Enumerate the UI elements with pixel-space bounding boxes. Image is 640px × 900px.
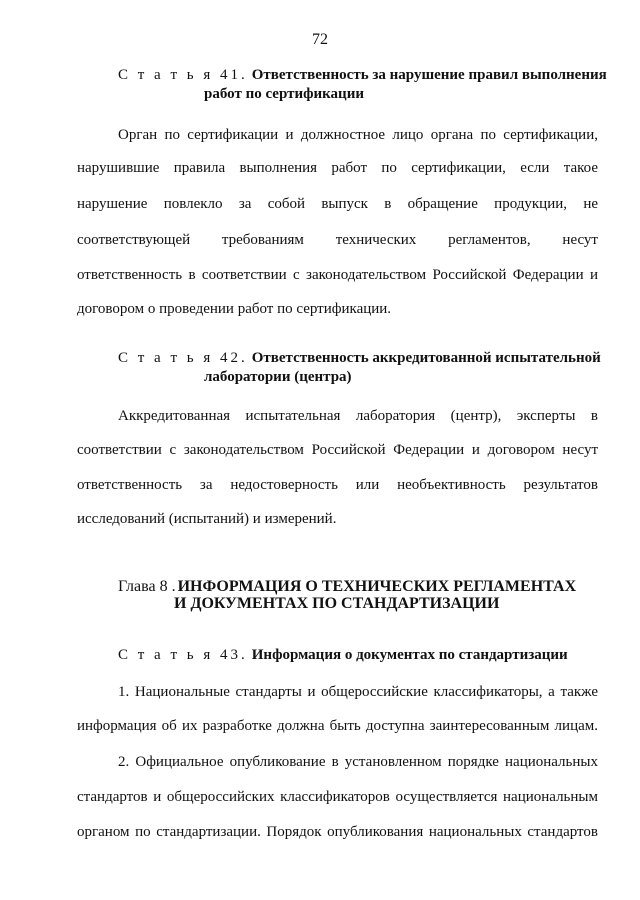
chapter-8-title-line2: И ДОКУМЕНТАХ ПО СТАНДАРТИЗАЦИИ	[174, 595, 500, 612]
article-41-line-1: Орган по сертификации и должностное лицо органа по сертификации,	[118, 127, 598, 143]
article-42-line-4: исследований (испытаний) и измерений.	[77, 511, 337, 527]
article-43-line-1: 1. Национальные стандарты и общероссийские классификаторы, а также	[118, 684, 598, 700]
article-42-title-line1: Ответственность аккредитованной испытательной	[251, 350, 601, 366]
article-41-line-6: договором о проведении работ по сертификации.	[77, 301, 392, 317]
article-43-line-2: информация об их разработке должна быть доступна заинтересованным лицам.	[77, 718, 598, 734]
article-41-line-5: ответственность в соответствии с законодательством Российской Федерации и	[77, 267, 598, 283]
page-number: 72	[312, 31, 328, 48]
article-41-title-line2: работ по сертификации	[204, 86, 364, 102]
article-42-line-1: Аккредитованная испытательная лаборатория (центр), эксперты в	[118, 408, 598, 424]
article-42-label: С т а т ь я 42.	[118, 350, 248, 366]
article-41-line-2: нарушившие правила выполнения работ по сертификации, если такое	[77, 160, 598, 176]
article-41-label: С т а т ь я 41.	[118, 67, 248, 83]
chapter-8-title-line1: ИНФОРМАЦИЯ О ТЕХНИЧЕСКИХ РЕГЛАМЕНТАХ	[177, 578, 577, 595]
article-42-line-2: соответствии с законодательством Российской Федерации и договором несут	[77, 442, 598, 458]
article-41-title-line1: Ответственность за нарушение правил выполнения	[251, 67, 607, 83]
article-41-line-3: нарушение повлекло за собой выпуск в обращение продукции, не	[77, 196, 598, 212]
article-43-title: Информация о документах по стандартизации	[251, 647, 568, 663]
article-41-line-4: соответствующей требованиям технических регламентов, несут	[77, 232, 598, 248]
article-42-line-3: ответственность за недостоверность или необъективность результатов	[77, 477, 598, 493]
article-43-line-4: стандартов и общероссийских классификаторов осуществляется национальным	[77, 789, 598, 805]
article-43-line-3: 2. Официальное опубликование в установленном порядке национальных	[118, 754, 598, 770]
article-42-heading	[118, 350, 601, 367]
article-43-heading	[118, 647, 568, 664]
chapter-8-heading	[118, 578, 576, 596]
article-43-label: С т а т ь я 43.	[118, 647, 248, 663]
article-41-heading	[118, 67, 607, 84]
chapter-8-label: Глава 8 .	[118, 578, 176, 595]
article-43-line-5: органом по стандартизации. Порядок опубликования национальных стандартов	[77, 824, 598, 840]
article-42-title-line2: лаборатории (центра)	[204, 369, 352, 385]
